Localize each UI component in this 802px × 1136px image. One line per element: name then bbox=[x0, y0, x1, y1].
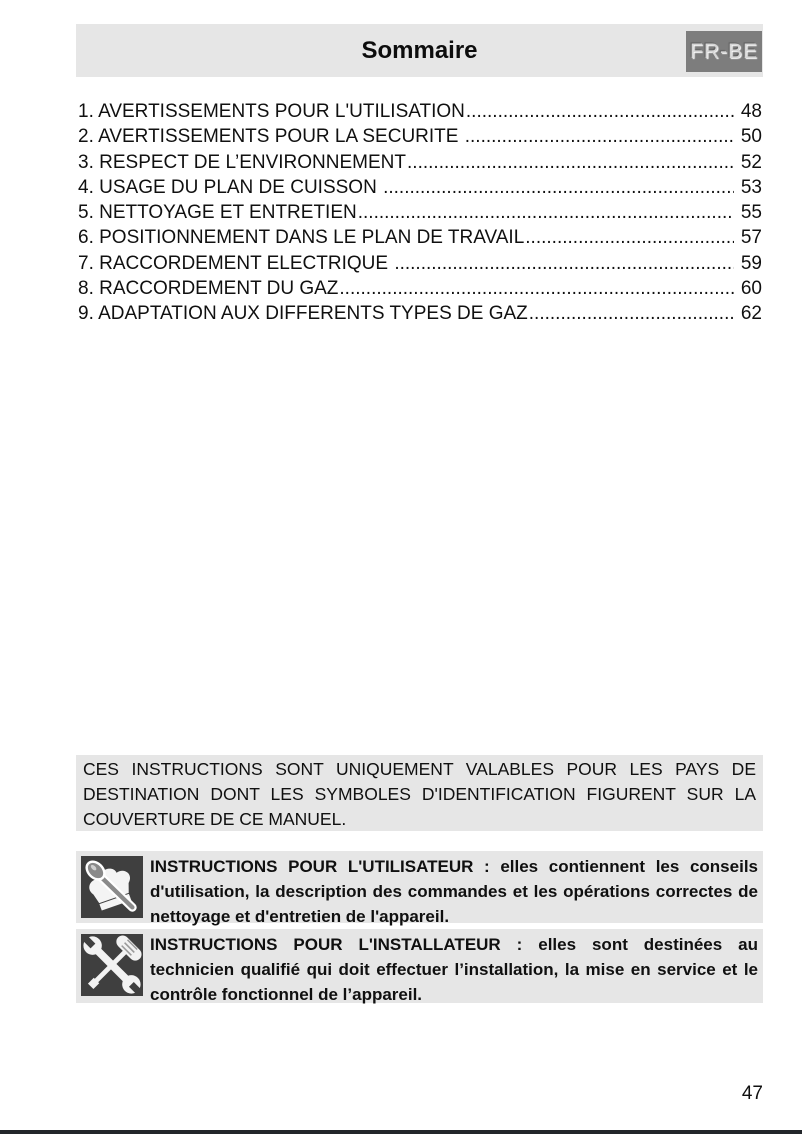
language-badge: FR-BE bbox=[686, 31, 762, 72]
toc-entry-page: 62 bbox=[740, 303, 762, 325]
installer-instructions-text: INSTRUCTIONS POUR L'INSTALLATEUR : elles sont destinées au technicien qualifié qui doit effectuer l’installation, la mise en service et le contrôle fonctionnel de l’appareil. bbox=[150, 935, 758, 1004]
toc-entry-label: 8. RACCORDEMENT DU GAZ bbox=[78, 278, 339, 300]
toc-entry-label: 7. RACCORDEMENT ELECTRIQUE bbox=[78, 252, 394, 274]
toc-entry-page: 60 bbox=[740, 278, 762, 300]
toc-entry-page: 52 bbox=[740, 151, 762, 173]
dot-leader bbox=[529, 301, 734, 326]
dot-leader bbox=[383, 175, 734, 200]
toc-entry-label: 9. ADAPTATION AUX DIFFERENTS TYPES DE GAZ bbox=[78, 303, 528, 325]
dot-leader bbox=[525, 225, 734, 250]
toc-entry bbox=[78, 225, 762, 250]
toc-entry bbox=[78, 251, 762, 276]
toc-entry bbox=[78, 301, 762, 326]
page-number: 47 bbox=[741, 1083, 763, 1104]
toc-entry-page: 57 bbox=[740, 227, 762, 249]
footer-rule bbox=[0, 1130, 802, 1134]
toc-entry-page: 50 bbox=[740, 126, 762, 148]
dot-leader bbox=[407, 150, 734, 175]
toc-entry bbox=[78, 99, 762, 124]
user-instructions-text: INSTRUCTIONS POUR L'UTILISATEUR : elles contiennent les conseils d'utilisation, la description des commandes et les opérations correctes de nettoyage et d'entretien de l'appareil. bbox=[150, 857, 758, 926]
table-of-contents bbox=[78, 99, 762, 327]
toc-entry bbox=[78, 150, 762, 175]
toc-entry bbox=[78, 200, 762, 225]
toc-entry-page: 48 bbox=[740, 101, 762, 122]
dot-leader bbox=[339, 276, 733, 301]
toc-entry-label: 6. POSITIONNEMENT DANS LE PLAN DE TRAVAIL bbox=[78, 227, 525, 249]
toc-entry-label: 4. USAGE DU PLAN DE CUISSON bbox=[78, 176, 383, 198]
toc-entry-page: 53 bbox=[740, 176, 762, 198]
toc-entry-page: 55 bbox=[740, 202, 762, 224]
dot-leader bbox=[465, 124, 734, 149]
toc-entry bbox=[78, 175, 762, 200]
toc-entry bbox=[78, 124, 762, 149]
toc-entry-label: 1. AVERTISSEMENTS POUR L'UTILISATION bbox=[78, 101, 465, 122]
dot-leader bbox=[466, 99, 734, 124]
dot-leader bbox=[394, 251, 734, 276]
dot-leader bbox=[358, 200, 734, 225]
installer-instructions-block bbox=[76, 929, 763, 1003]
destination-notice: CES INSTRUCTIONS SONT UNIQUEMENT VALABLES POUR LES PAYS DE DESTINATION DONT LES SYMBOLES D'IDENTIFICATION FIGURENT SUR LA COUVERTURE DE CE MANUEL. bbox=[76, 755, 763, 831]
chef-hat-spoon-icon bbox=[81, 856, 143, 918]
header-bar bbox=[76, 24, 763, 77]
toc-entry-page: 59 bbox=[740, 252, 762, 274]
toc-entry-label: 3. RESPECT DE L’ENVIRONNEMENT bbox=[78, 151, 407, 173]
toc-entry bbox=[78, 276, 762, 301]
page-title: Sommaire bbox=[361, 37, 478, 64]
toc-entry-label: 2. AVERTISSEMENTS POUR LA SECURITE bbox=[78, 126, 464, 148]
user-instructions-block bbox=[76, 851, 763, 926]
crossed-tools-icon bbox=[81, 934, 143, 996]
toc-entry-label: 5. NETTOYAGE ET ENTRETIEN bbox=[78, 202, 357, 224]
